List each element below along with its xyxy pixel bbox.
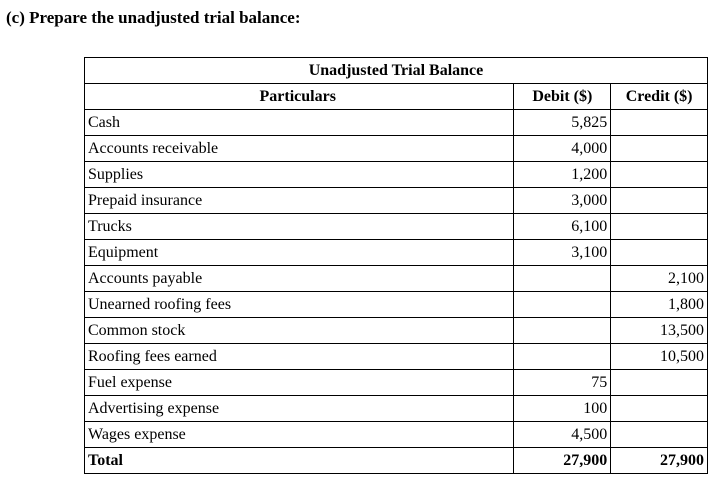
row-debit: 5,825 <box>514 110 611 136</box>
row-credit <box>611 396 708 422</box>
row-debit: 100 <box>514 396 611 422</box>
row-credit <box>611 162 708 188</box>
row-label: Equipment <box>85 240 514 266</box>
table-row <box>85 422 708 448</box>
credit-header: Credit ($) <box>611 84 708 110</box>
row-label: Advertising expense <box>85 396 514 422</box>
row-label: Wages expense <box>85 422 514 448</box>
row-debit <box>514 292 611 318</box>
table-title: Unadjusted Trial Balance <box>85 58 708 84</box>
table-row <box>85 214 708 240</box>
total-label: Total <box>85 448 514 474</box>
table-row <box>85 110 708 136</box>
total-debit: 27,900 <box>514 448 611 474</box>
row-label: Cash <box>85 110 514 136</box>
total-credit: 27,900 <box>611 448 708 474</box>
row-credit <box>611 240 708 266</box>
table-row <box>85 188 708 214</box>
row-credit <box>611 214 708 240</box>
table-row <box>85 344 708 370</box>
table-row <box>85 136 708 162</box>
table-row <box>85 266 708 292</box>
debit-header: Debit ($) <box>514 84 611 110</box>
total-row <box>85 448 708 474</box>
table-row <box>85 162 708 188</box>
row-label: Common stock <box>85 318 514 344</box>
row-credit <box>611 136 708 162</box>
row-label: Supplies <box>85 162 514 188</box>
row-credit: 1,800 <box>611 292 708 318</box>
row-label: Prepaid insurance <box>85 188 514 214</box>
row-debit <box>514 344 611 370</box>
table-title-row <box>85 58 708 84</box>
row-debit: 3,000 <box>514 188 611 214</box>
row-credit <box>611 370 708 396</box>
trial-balance-table <box>84 57 708 474</box>
row-credit: 2,100 <box>611 266 708 292</box>
table-row <box>85 396 708 422</box>
row-credit <box>611 422 708 448</box>
table-row <box>85 318 708 344</box>
row-label: Unearned roofing fees <box>85 292 514 318</box>
row-credit <box>611 110 708 136</box>
row-debit: 4,000 <box>514 136 611 162</box>
row-label: Trucks <box>85 214 514 240</box>
row-debit: 3,100 <box>514 240 611 266</box>
row-debit: 1,200 <box>514 162 611 188</box>
row-credit: 13,500 <box>611 318 708 344</box>
table-body <box>85 110 708 474</box>
row-label: Roofing fees earned <box>85 344 514 370</box>
row-debit: 6,100 <box>514 214 611 240</box>
table-row <box>85 240 708 266</box>
table-row <box>85 292 708 318</box>
row-debit <box>514 266 611 292</box>
row-debit <box>514 318 611 344</box>
table-row <box>85 370 708 396</box>
row-label: Fuel expense <box>85 370 514 396</box>
row-label: Accounts receivable <box>85 136 514 162</box>
row-label: Accounts payable <box>85 266 514 292</box>
page-heading: (c) Prepare the unadjusted trial balance: <box>6 8 301 27</box>
row-credit <box>611 188 708 214</box>
table-header-row <box>85 84 708 110</box>
row-debit: 75 <box>514 370 611 396</box>
row-credit: 10,500 <box>611 344 708 370</box>
row-debit: 4,500 <box>514 422 611 448</box>
particulars-header: Particulars <box>85 84 514 110</box>
